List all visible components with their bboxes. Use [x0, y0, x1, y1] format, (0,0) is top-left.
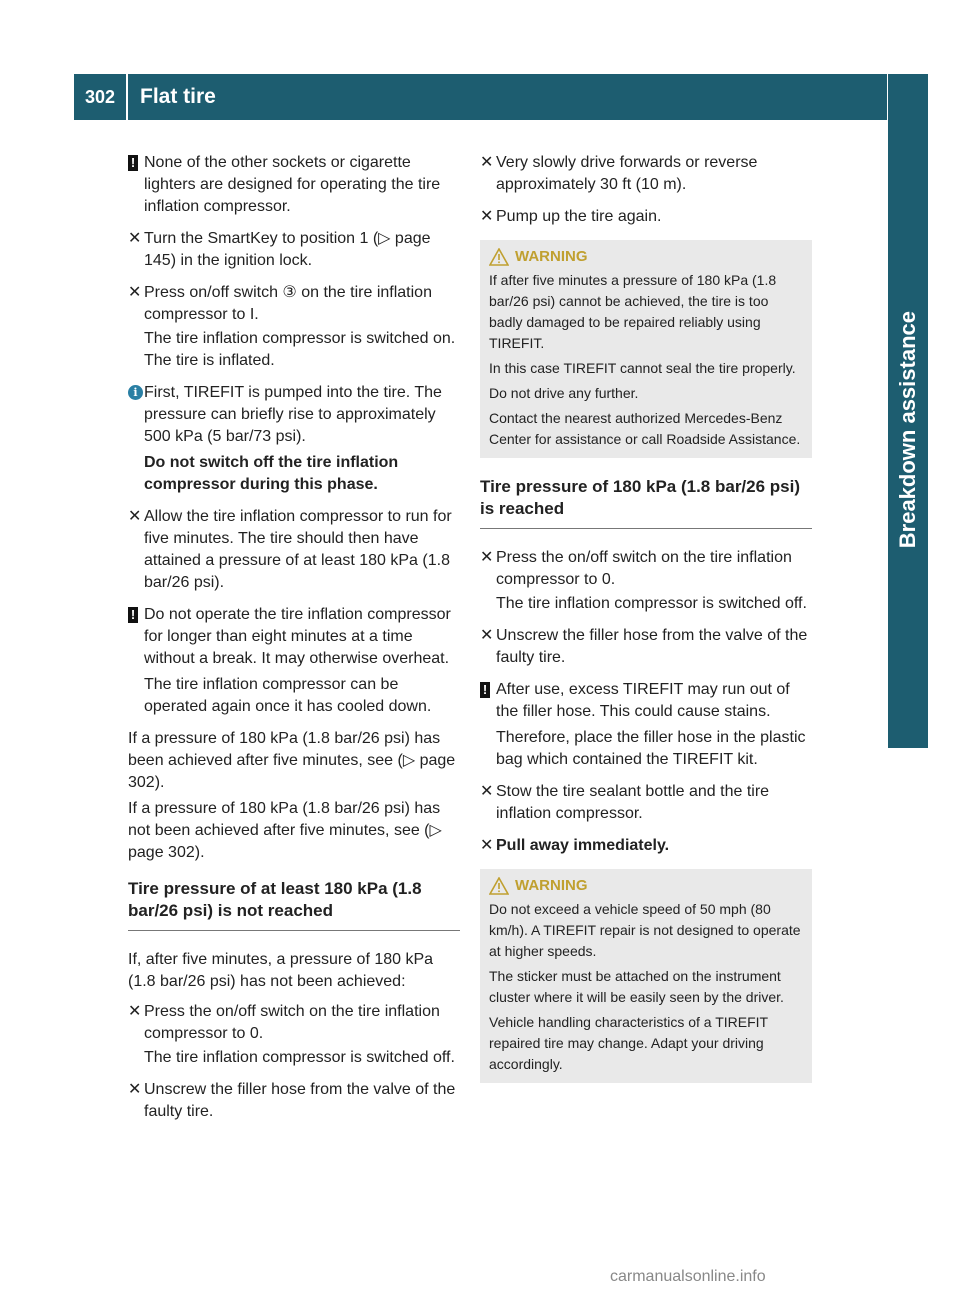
caution-icon: !	[128, 155, 138, 171]
step-text: Unscrew the filler hose from the valve of the faulty tire.	[496, 627, 808, 666]
warning-title: WARNING	[515, 877, 588, 894]
warning-triangle-icon	[489, 877, 509, 895]
chapter-title: Flat tire	[140, 85, 216, 108]
warning-box	[480, 869, 812, 1083]
info-emphasis: Do not switch off the tire inflation compressor during this phase.	[144, 454, 399, 493]
info-icon: i	[128, 385, 143, 400]
caution-note	[128, 604, 460, 718]
left-column	[128, 152, 460, 1133]
step-text: Press on/off switch ③ on the tire inflation compressor to I.	[144, 284, 432, 323]
caution-note	[480, 679, 812, 771]
step-text: Unscrew the filler hose from the valve of the faulty tire.	[144, 1081, 456, 1120]
warning-text: The sticker must be attached on the instrument cluster where it will be easily seen by the driver.	[489, 968, 784, 1005]
warning-text: In this case TIREFIT cannot seal the tire properly.	[489, 360, 796, 376]
step-arrow-icon: ✕	[480, 627, 494, 644]
warning-title: WARNING	[515, 248, 588, 265]
note-text: After use, excess TIREFIT may run out of the filler hose. This could cause stains.	[496, 681, 790, 720]
warning-text: If after five minutes a pressure of 180 kPa (1.8 bar/26 psi) cannot be achieved, the tire is too badly damaged to be repaired reliably using TIREFIT.	[489, 272, 777, 351]
note-text: Do not operate the tire inflation compressor for longer than eight minutes at a time without a break. It may otherwise overheat.	[144, 606, 451, 667]
note-text: Therefore, place the filler hose in the plastic bag which contained the TIREFIT kit.	[496, 729, 806, 768]
warning-text: Contact the nearest authorized Mercedes-Benz Center for assistance or call Roadside Assistance.	[489, 410, 801, 447]
step-item	[480, 206, 812, 228]
warning-text: Do not exceed a vehicle speed of 50 mph (80 km/h). A TIREFIT repair is not designed to operate at higher speeds.	[489, 901, 801, 959]
note-text: The tire inflation compressor can be operated again once it has cooled down.	[144, 676, 432, 715]
warning-text: Vehicle handling characteristics of a TIREFIT repaired tire may change. Adapt your driving accordingly.	[489, 1014, 768, 1072]
step-result-text: The tire inflation compressor is switched off.	[144, 1049, 455, 1066]
step-item	[128, 228, 460, 272]
step-item	[480, 547, 812, 615]
right-column	[480, 152, 812, 1101]
section-heading: Tire pressure of 180 kPa (1.8 bar/26 psi) is reached	[480, 476, 812, 529]
info-text: First, TIREFIT is pumped into the tire. The pressure can briefly rise to approximately 500 kPa (5 bar/73 psi).	[144, 384, 442, 445]
step-arrow-icon: ✕	[480, 783, 494, 800]
step-item	[128, 1079, 460, 1123]
step-arrow-icon: ✕	[128, 508, 142, 525]
step-arrow-icon: ✕	[128, 1003, 142, 1020]
section-heading: Tire pressure of at least 180 kPa (1.8 bar/26 psi) is not reached	[128, 878, 460, 931]
warning-box	[480, 240, 812, 458]
page-number: 302	[84, 86, 116, 107]
caution-icon: !	[480, 682, 490, 698]
step-arrow-icon: ✕	[128, 1081, 142, 1098]
side-tab-label-wrap	[896, 120, 920, 740]
step-text: Very slowly drive forwards or reverse approximately 30 ft (10 m).	[496, 154, 758, 193]
step-item	[480, 152, 812, 196]
warning-triangle-icon	[489, 248, 509, 266]
step-item	[128, 506, 460, 594]
step-item	[128, 1001, 460, 1069]
step-arrow-icon: ✕	[480, 549, 494, 566]
step-item	[480, 781, 812, 825]
step-item	[480, 625, 812, 669]
step-item	[128, 282, 460, 372]
step-result-text: The tire inflation compressor is switched off.	[496, 595, 807, 612]
step-text: Allow the tire inflation compressor to run for five minutes. The tire should then have attained a pressure of at least 180 kPa (1.8 bar/26 psi).	[144, 508, 452, 591]
caution-icon: !	[128, 607, 138, 623]
step-text: Pull away immediately.	[496, 837, 670, 854]
step-text: Pump up the tire again.	[496, 208, 662, 225]
step-text: Press the on/off switch on the tire inflation compressor to 0.	[144, 1003, 440, 1042]
warning-header	[489, 246, 803, 267]
step-text: Turn the SmartKey to position 1 (▷ page 145) in the ignition lock.	[144, 230, 431, 269]
step-text: Stow the tire sealant bottle and the tire inflation compressor.	[496, 783, 770, 822]
info-note	[128, 382, 460, 496]
step-arrow-icon: ✕	[480, 154, 494, 171]
caution-note	[128, 152, 460, 218]
step-text: Press the on/off switch on the tire inflation compressor to 0.	[496, 549, 792, 588]
note-text: None of the other sockets or cigarette lighters are designed for operating the tire inflation compressor.	[144, 154, 441, 215]
warning-text: Do not drive any further.	[489, 385, 639, 401]
step-arrow-icon: ✕	[128, 284, 142, 301]
watermark: carmanualsonline.info	[610, 1268, 766, 1285]
paragraph: If a pressure of 180 kPa (1.8 bar/26 psi) has been achieved after five minutes, see (▷ page 302).	[128, 730, 456, 791]
intro-paragraph: If, after five minutes, a pressure of 180 kPa (1.8 bar/26 psi) has not been achieved:	[128, 951, 434, 990]
step-result-text: The tire inflation compressor is switched on. The tire is inflated.	[144, 330, 456, 369]
step-arrow-icon: ✕	[480, 837, 494, 854]
page-header	[74, 74, 887, 120]
step-arrow-icon: ✕	[480, 208, 494, 225]
side-tab-label: Breakdown assistance	[895, 311, 920, 549]
step-arrow-icon: ✕	[128, 230, 142, 247]
paragraph: If a pressure of 180 kPa (1.8 bar/26 psi) has not been achieved after five minutes, see (▷ page 302).	[128, 800, 442, 861]
step-item	[480, 835, 812, 857]
warning-header	[489, 875, 803, 896]
